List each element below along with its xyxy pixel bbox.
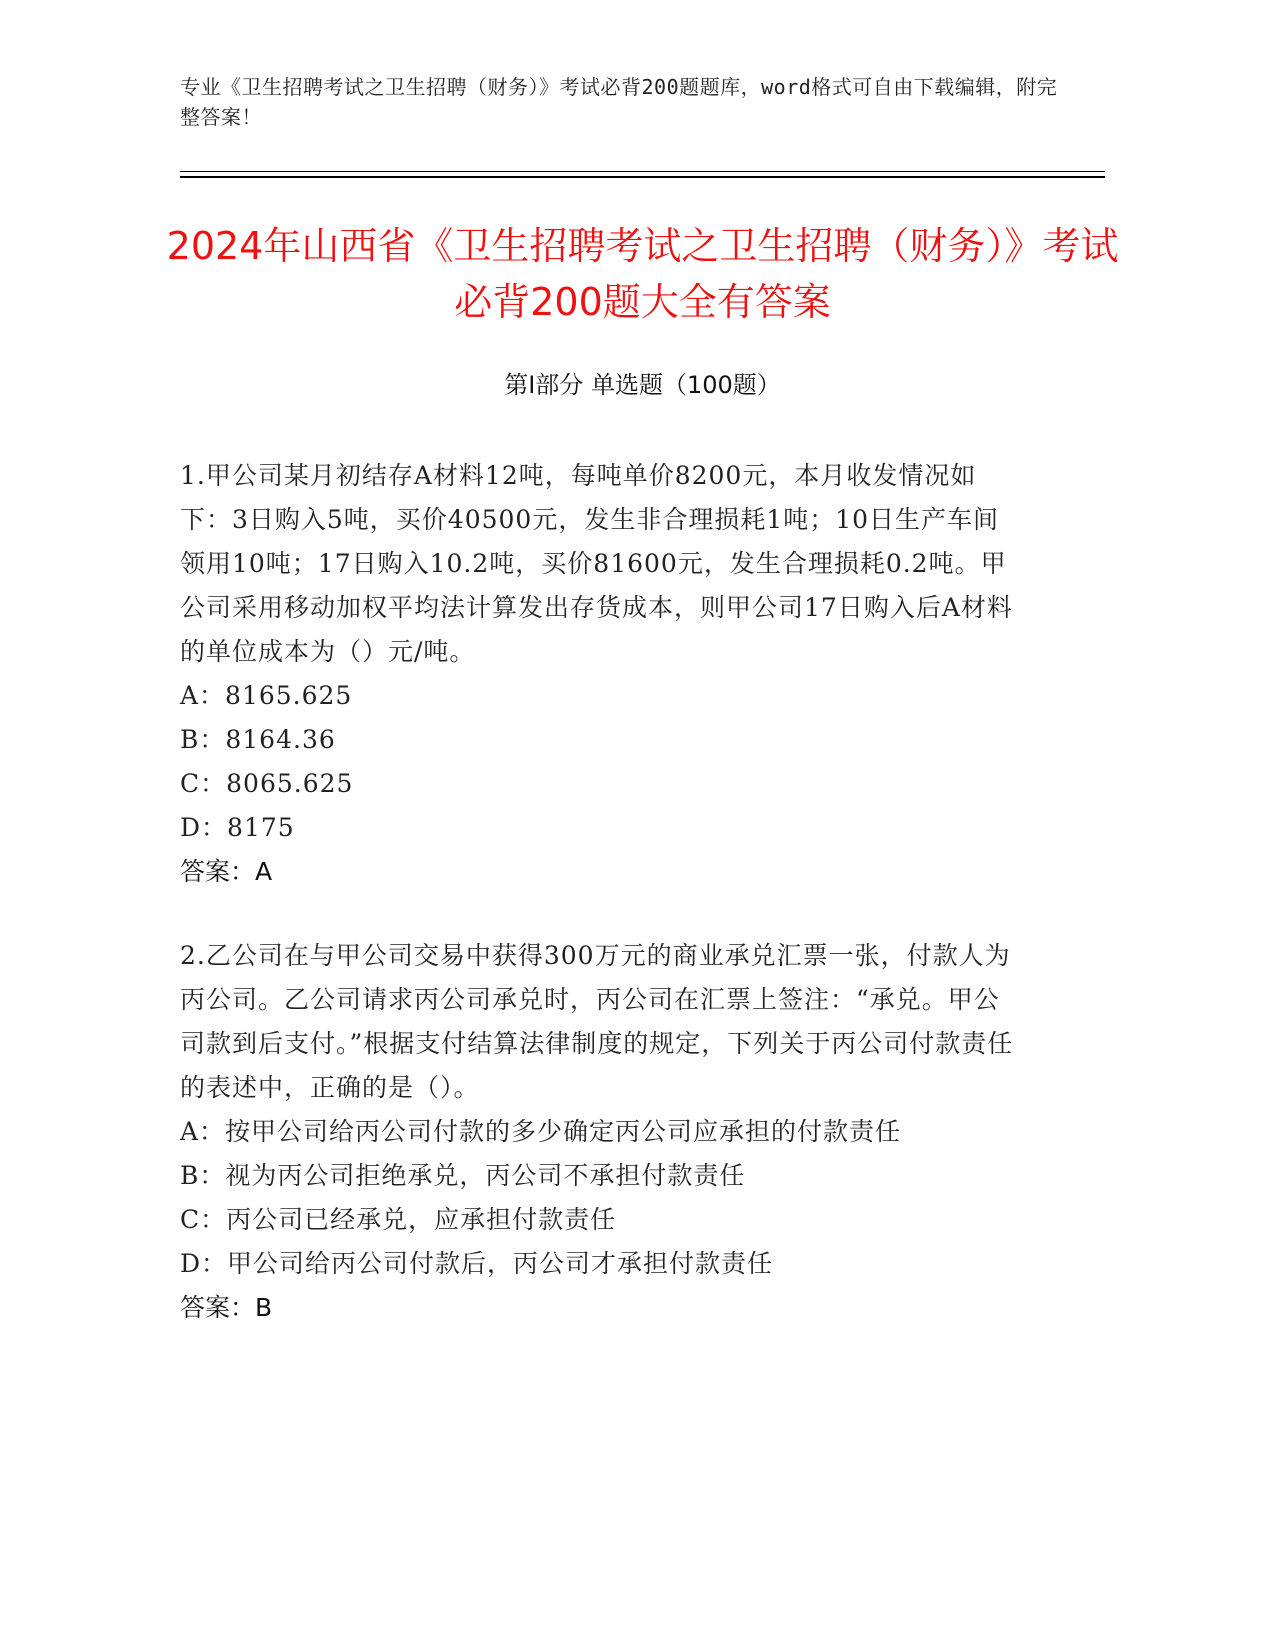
answer: 答案：B [180, 1293, 273, 1322]
answer: 答案：A [180, 857, 273, 886]
header-rule-thin [180, 171, 1105, 172]
header-note: 专业《卫生招聘考试之卫生招聘（财务）》考试必背200题题库，word格式可自由下载编辑，附完整答案！ [180, 75, 1058, 129]
question-stem: 2.乙公司在与甲公司交易中获得300万元的商业承兑汇票一张，付款人为丙公司。乙公司请求丙公司承兑时，丙公司在汇票上签注：“承兑。甲公司款到后支付。”根据支付结算法律制度的规定，下列关于丙公司付款责任的表述中，正确的是（）。 [180, 941, 1014, 1102]
option-a: A：8165.625 [180, 681, 353, 710]
header-rule-thick [180, 176, 1105, 178]
question-stem: 1.甲公司某月初结存A材料12吨，每吨单价8200元，本月收发情况如下：3日购入5吨，买价40500元，发生非合理损耗1吨；10日生产车间领用10吨；17日购入10.2吨，买价81600元，发生合理损耗0.2吨。甲公司采用移动加权平均法计算发出存货成本，则甲公司17日购入后A材料的单位成本为（）元/吨。 [180, 461, 1013, 666]
option-d: D：甲公司给丙公司付款后，丙公司才承担付款责任 [180, 1249, 774, 1278]
document-title: 2024年山西省《卫生招聘考试之卫生招聘（财务）》考试必背200题大全有答案 [166, 224, 1119, 324]
option-d: D：8175 [180, 813, 295, 842]
question-1 [180, 454, 1020, 894]
option-a: A：按甲公司给丙公司付款的多少确定丙公司应承担的付款责任 [180, 1117, 902, 1146]
question-2 [180, 934, 1020, 1330]
option-c: C：丙公司已经承兑，应承担付款责任 [180, 1205, 617, 1234]
option-c: C：8065.625 [180, 769, 354, 798]
section-title: 第I部分 单选题（100题） [504, 371, 781, 399]
option-b: B：视为丙公司拒绝承兑，丙公司不承担付款责任 [180, 1161, 746, 1190]
option-b: B：8164.36 [180, 725, 336, 754]
